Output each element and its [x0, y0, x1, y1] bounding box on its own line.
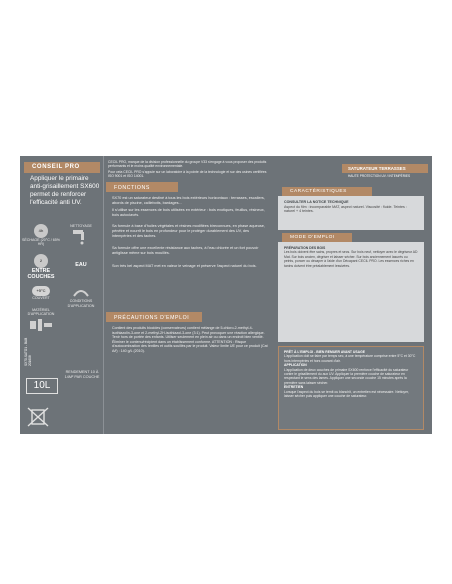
- right-column: [270, 156, 432, 434]
- materiel-icon: MATÉRIEL D'APPLICATION: [22, 308, 60, 334]
- fonctions-title: FONCTIONS: [106, 182, 178, 192]
- rendement-text: RENDEMENT 10 À 14M² PAR COUCHE: [64, 370, 100, 379]
- conseil-pro-title: CONSEIL PRO: [24, 162, 100, 173]
- couches-icon: 2 ENTRE COUCHES: [22, 254, 60, 280]
- application-heading: APPLICATION: [284, 363, 307, 368]
- left-column: [20, 156, 104, 434]
- middle-column: [106, 156, 270, 434]
- caracteristiques-title: CARACTÉRISTIQUES: [282, 187, 372, 196]
- fonctions-text-4: Sa formule offre une excellente résistance aux taches, à l'eau chlorée et un fort pouvoir antiglisse même sur bois mouillés.: [112, 246, 259, 255]
- entretien-heading: ENTRETIEN: [284, 385, 304, 390]
- application-box: [278, 346, 424, 430]
- sechage-icon: 4h SÉCHAGE (20°C / 65% HR): [22, 224, 60, 247]
- temperature-icon: +5°C COUVERT: [32, 288, 50, 300]
- eau-icon: EAU: [75, 262, 87, 268]
- pret-heading: PRÊT À L'EMPLOI - BIEN REMUER AVANT USAGE: [284, 350, 365, 354]
- nettoyage-icon: NETTOYAGE: [62, 224, 100, 248]
- conseil-pro-text: Appliquer le primaire anti-grisaillement SX600 permet de renforcer l'efficacité anti UV.: [30, 175, 100, 206]
- product-name-tab: SATURATEUR TERRASSES: [342, 164, 428, 173]
- precautions-text: Contient des produits biocides (conservateurs) contient mélange de 5-chloro-2-methyl-4-isothiazolin-3-one et 2-methyl-2H-isothiazol-3-one (3:1). Peut provoquer une réaction allergique. Tenir hors de portée des enfants. Utiliser seulement en plein air ou dans un endroit bien ventilé. Éliminer le contenu/récipient dans un établissement conforme. ATTENTION : Risque d'autocombustion des textiles et outils souillés par le produit. Valeur limite UE pour ce produit (Cat A/f) : 140 g/L (2010).: [112, 326, 268, 353]
- mode-emploi-title: MODE D'EMPLOI: [282, 233, 352, 242]
- volume-badge: 10L: [26, 378, 58, 394]
- batch-code: SX70-SATO1 - BAB 201608: [24, 337, 32, 366]
- brand-intro-2: Pour cela CECIL PRO s'appuie sur un laboratoire à la pointe de la technologie et sur des usines certifiées ISO 9001 et ISO 14001.: [108, 170, 267, 179]
- product-subtitle: HAUTE PROTECTION UV / INTEMPÉRIES: [348, 174, 411, 178]
- mode-emploi-box: [278, 242, 424, 342]
- fonctions-text-3: Sa formule à base d'huiles végétales et résines modifiées bireconnues, en phase aqueuse, pénètre et nourrit le bois en profondeur pour le protéger durablement des UV, des intempéries et des taches.: [112, 224, 265, 238]
- caracteristiques-box: [278, 196, 424, 230]
- brand-intro: CECIL PRO, marque de la division professionnelle du groupe V33 s'engage à vous proposer des produits performants et le moins qualité environnementale.: [108, 160, 267, 169]
- caracteristiques-text: Aspect du film : incomparable MAT, aspect naturel. Viscosité : fluide. Teintes : naturel + 4 teintes.: [284, 204, 407, 214]
- application-text: L'application de deux couches de primaire SX600 renforce l'efficacité du saturateur contre le grisaillement du aux UV. Appliquer la première couche de saturateur en respectant le sens des lames. Appliquer une seconde couche 15 minutes après la première sans laisser sécher.: [284, 367, 409, 385]
- product-label: [20, 156, 432, 434]
- fonctions-text-5: Son très bel aspect MAT met en valeur le veinage et préserve l'aspect naturel du bois.: [112, 264, 257, 268]
- recycle-bin-icon: [24, 404, 54, 430]
- fonctions-text-2: Il s'utilise sur les essences de bois utilisées en extérieur : bois exotiques, feuillus, résineux, bois autoclavés.: [112, 208, 265, 217]
- conditions-icon: CONDITIONS D'APPLICATION: [62, 286, 100, 308]
- pret-text: L'application doit se faire par temps sec, à une température comprise entre 5°C et 30°C hors intempéries et hors courant d'air.: [284, 354, 416, 363]
- preparation-text: Les bois doivent être sains, propres et secs. Sur bois neuf, nettoyer avec le dégriseur AD Mat. Sur bois ancien, dégriser et laisser sécher. Sur bois anciennement lasurés ou peints, poncer ou décaper à l'aide d'un Décapant CECIL PRO. Les essences riches en tanins doivent être préalablement lessivées.: [284, 250, 418, 268]
- preparation-heading: PRÉPARATION DES BOIS: [284, 246, 326, 250]
- notice-heading: CONSULTER LA NOTICE TECHNIQUE: [284, 200, 349, 204]
- precautions-title: PRÉCAUTIONS D'EMPLOI: [106, 312, 202, 322]
- fonctions-text-1: SX70 est un saturateur destiné à tous les bois extérieurs horizontaux : terrasses, escaliers, abords de piscine, caillebotis, bardages...: [112, 196, 265, 205]
- entretien-text: Lorsque l'aspect du bois se ternit ou blanchit, un entretien est nécessaire. Nettoyer, laisser sécher puis appliquer une couche de saturateur.: [284, 389, 409, 399]
